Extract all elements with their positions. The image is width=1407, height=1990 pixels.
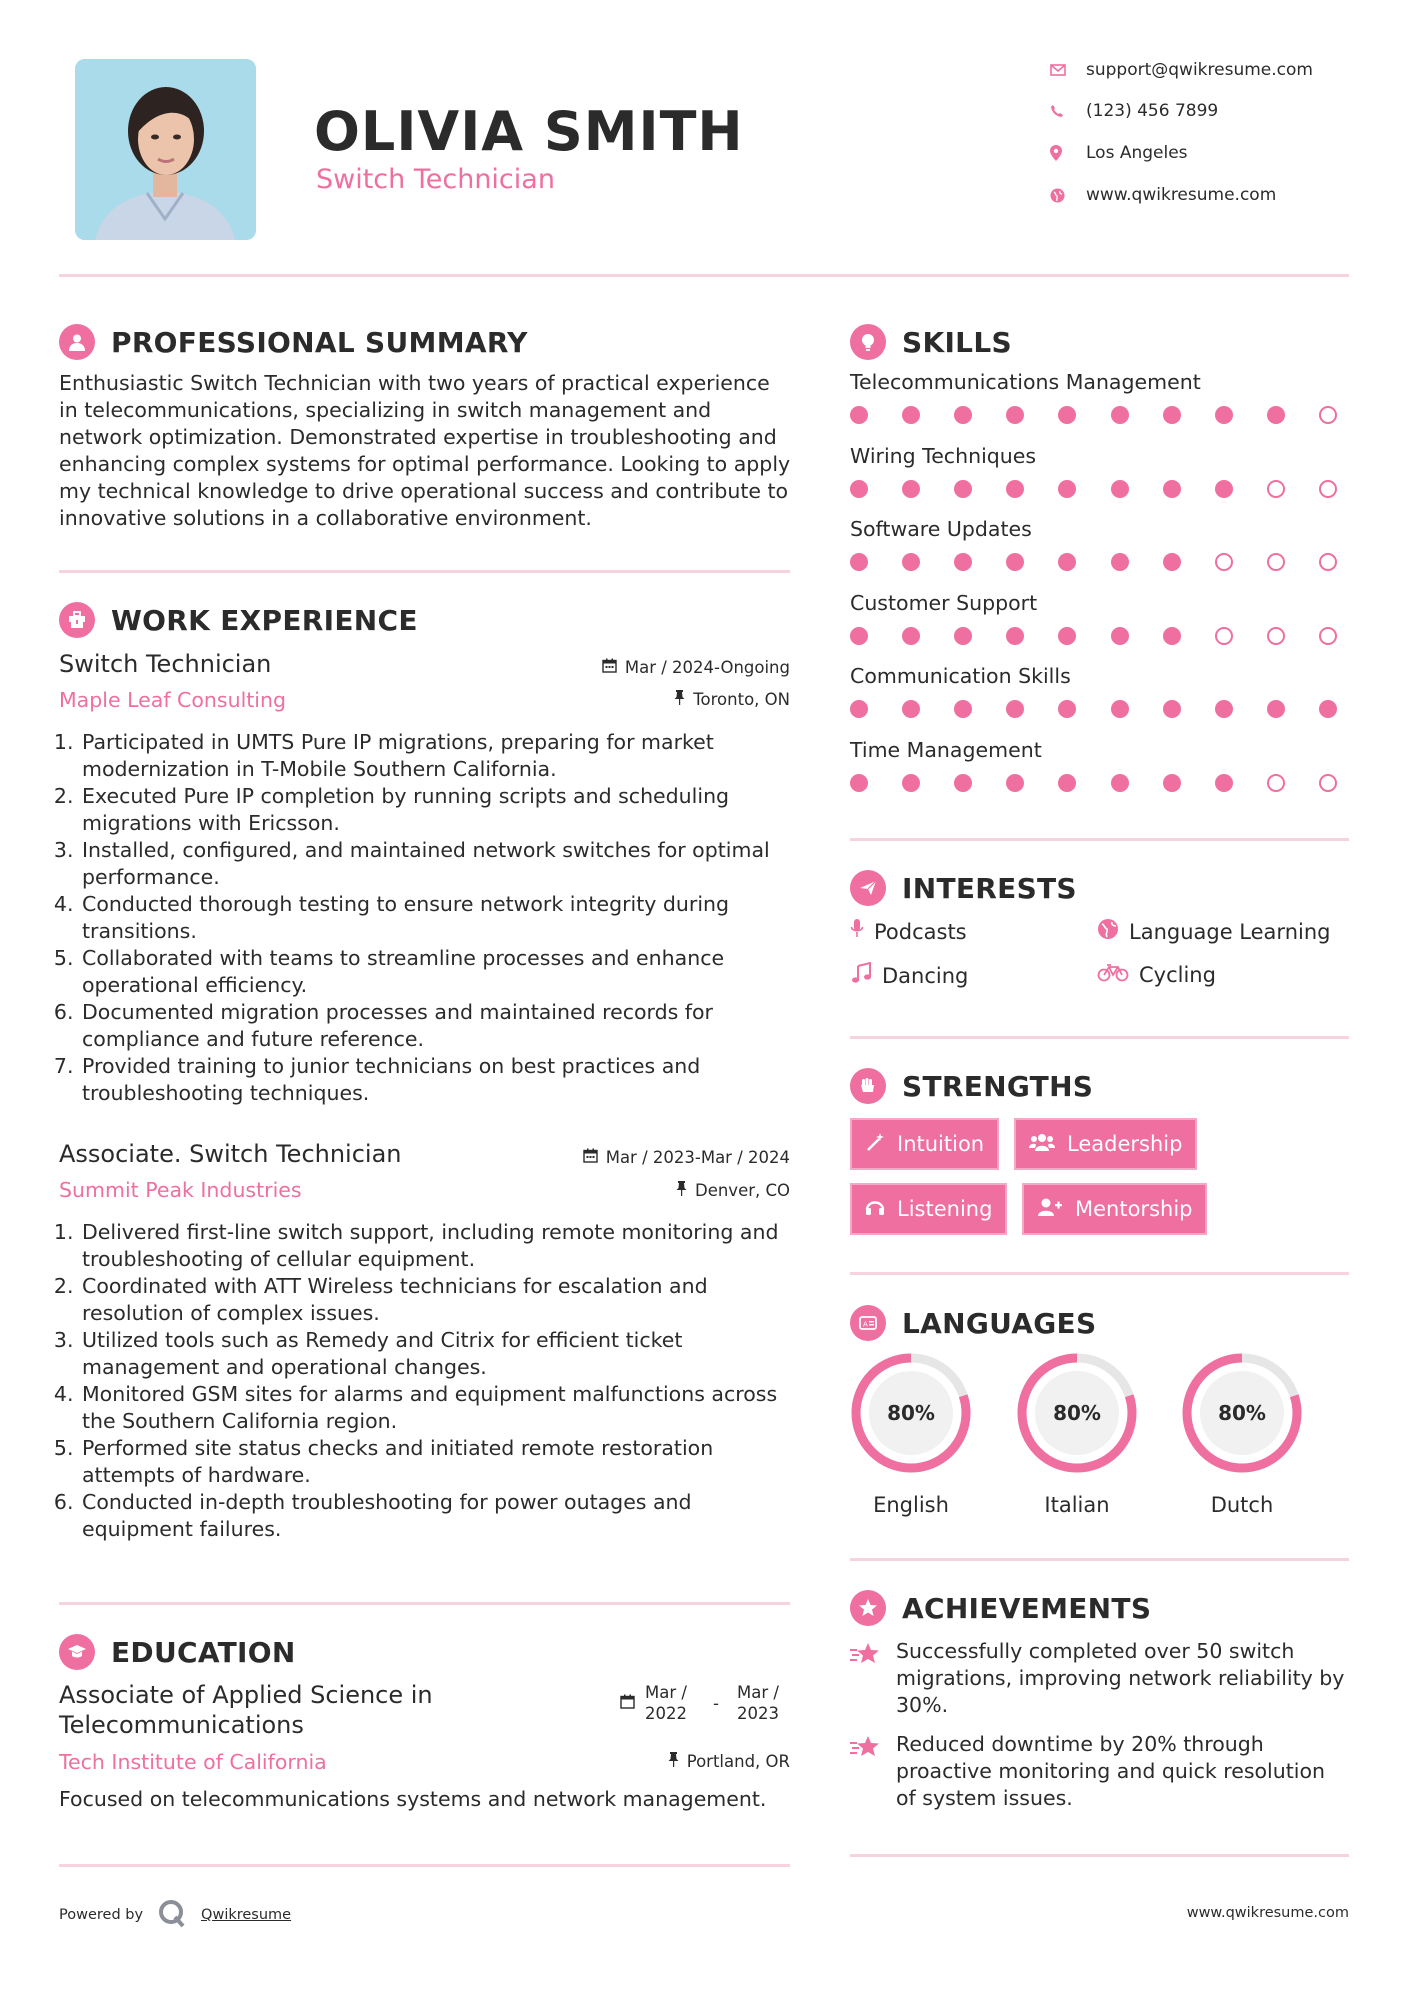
rating-dot-filled (1006, 627, 1024, 645)
magic-wand-icon (865, 1132, 885, 1157)
music-note-icon (850, 962, 872, 989)
list-item: 5. Collaborated with teams to streamline processes and enhance operational efficiency. (80, 945, 802, 999)
rating-dot-filled (1006, 774, 1024, 792)
language-ring (849, 1351, 973, 1475)
job-responsibilities (57, 729, 802, 1107)
rating-dot-filled (954, 774, 972, 792)
pushpin-icon (674, 690, 685, 709)
phone-icon (1050, 104, 1086, 118)
job-title: Associate. Switch Technician (59, 1140, 402, 1168)
rating-dot-filled (1267, 406, 1285, 424)
rating-dot-filled (1111, 774, 1129, 792)
rating-dot-filled (954, 553, 972, 571)
rating-dot-filled (902, 406, 920, 424)
fist-icon (850, 1068, 886, 1104)
rating-dot-filled (1215, 700, 1233, 718)
bicycle-icon (1097, 962, 1129, 987)
lightbulb-icon (850, 324, 886, 360)
user-plus-icon (1037, 1197, 1063, 1222)
list-item: 2. Executed Pure IP completion by running scripts and scheduling migrations with Ericsson. (80, 783, 802, 837)
user-icon (59, 324, 95, 360)
list-item: 1. Participated in UMTS Pure IP migrations, preparing for market modernization in T-Mobile Southern California. (80, 729, 802, 783)
paper-plane-icon (850, 870, 886, 906)
candidate-job-title: Switch Technician (316, 164, 555, 195)
rating-dot-filled (902, 627, 920, 645)
language-item (849, 1351, 973, 1517)
skill-name: Communication Skills (850, 664, 1071, 688)
qwikresume-logo-icon (157, 1898, 187, 1932)
strengths-heading: STRENGTHS (850, 1068, 1093, 1104)
contact-email[interactable] (1050, 58, 1313, 82)
rating-dot-filled (1006, 553, 1024, 571)
rating-dot-filled (1058, 774, 1076, 792)
language-percent: 80% (1035, 1371, 1119, 1455)
strengths-divider (850, 1272, 1349, 1275)
list-item: 3. Installed, configured, and maintained network switches for optimal performance. (80, 837, 802, 891)
rating-dot-empty (1215, 553, 1233, 571)
footer-website[interactable]: www.qwikresume.com (1186, 1905, 1349, 1921)
education-heading: EDUCATION (59, 1634, 296, 1670)
education-location: Portland, OR (520, 1752, 790, 1771)
rating-dot-filled (1111, 480, 1129, 498)
language-percent: 80% (869, 1371, 953, 1455)
list-item: 2. Coordinated with ATT Wireless technicians for escalation and resolution of complex issues. (80, 1273, 802, 1327)
graduation-icon (59, 1634, 95, 1670)
rating-dot-empty (1319, 553, 1337, 571)
achievements-heading: ACHIEVEMENTS (850, 1590, 1151, 1626)
languages-divider (850, 1558, 1349, 1561)
skill-item (850, 738, 1337, 812)
experience-divider (59, 1602, 790, 1605)
education-divider (59, 1864, 790, 1867)
skill-item (850, 370, 1337, 444)
rating-dot-filled (902, 774, 920, 792)
rating-dot-filled (1267, 700, 1285, 718)
job-location: Denver, CO (520, 1181, 790, 1200)
rating-dot-filled (1163, 406, 1181, 424)
contact-location (1050, 141, 1188, 165)
interest-item: Podcasts (850, 918, 967, 945)
education-date-end: Mar / 2023 (737, 1683, 779, 1723)
job-location: Toronto, ON (520, 690, 790, 709)
star-icon (850, 1638, 882, 1719)
rating-dot-filled (850, 406, 868, 424)
language-name: Italian (1044, 1493, 1110, 1517)
skill-name: Software Updates (850, 517, 1032, 541)
rating-dot-empty (1267, 553, 1285, 571)
rating-dot-filled (902, 700, 920, 718)
strength-chip: Mentorship (1022, 1183, 1207, 1235)
pushpin-icon (668, 1752, 679, 1771)
contact-location-text: Los Angeles (1086, 143, 1188, 163)
job-company: Maple Leaf Consulting (59, 688, 287, 712)
contact-phone-text: (123) 456 7899 (1086, 101, 1219, 121)
skill-name: Customer Support (850, 590, 1038, 615)
strength-chip: Leadership (1014, 1118, 1197, 1170)
skill-item (850, 591, 1337, 665)
rating-dot-filled (1006, 406, 1024, 424)
rating-dot-empty (1267, 774, 1285, 792)
rating-dot-filled (1215, 774, 1233, 792)
rating-dot-filled (850, 553, 868, 571)
rating-dot-filled (1111, 406, 1129, 424)
experience-heading: WORK EXPERIENCE (59, 602, 418, 638)
rating-dot-filled (954, 406, 972, 424)
interests-divider (850, 1036, 1349, 1039)
skill-rating (850, 553, 1337, 571)
rating-dot-filled (954, 627, 972, 645)
list-item: 5. Performed site status checks and initiated remote restoration attempts of hardware. (80, 1435, 802, 1489)
skill-item (850, 517, 1337, 591)
achievement-item: Successfully completed over 50 switch migrations, improving network reliability by 30%. (850, 1638, 1349, 1719)
rating-dot-filled (850, 700, 868, 718)
language-item (1015, 1351, 1139, 1517)
skill-rating (850, 627, 1337, 645)
footer-powered-by (59, 1898, 291, 1932)
job-title: Switch Technician (59, 650, 272, 678)
skill-name: Telecommunications Management (850, 370, 1201, 394)
skills-heading: SKILLS (850, 324, 1012, 360)
contact-phone[interactable] (1050, 99, 1218, 123)
interest-item: Dancing (850, 962, 968, 989)
rating-dot-filled (1163, 627, 1181, 645)
skill-name: Wiring Techniques (850, 443, 1037, 468)
globe-icon (1050, 188, 1086, 203)
calendar-icon (602, 658, 617, 677)
skills-divider (850, 838, 1349, 841)
job-dates: Mar / 2023-Mar / 2024 (520, 1148, 790, 1167)
rating-dot-filled (1058, 627, 1076, 645)
skill-item (850, 444, 1337, 518)
language-percent: 80% (1200, 1371, 1284, 1455)
job-dates: Mar / 2024-Ongoing (520, 658, 790, 677)
contact-website[interactable] (1050, 183, 1276, 207)
rating-dot-empty (1267, 627, 1285, 645)
rating-dot-filled (850, 774, 868, 792)
star-icon (850, 1731, 882, 1812)
calendar-icon (583, 1148, 598, 1167)
globe-icon (1097, 918, 1119, 945)
list-item: 6. Conducted in-depth troubleshooting for power outages and equipment failures. (80, 1489, 802, 1543)
interest-item: Language Learning (1097, 918, 1330, 945)
contact-email-text: support@qwikresume.com (1086, 60, 1313, 80)
achievement-item: Reduced downtime by 20% through proactive monitoring and quick resolution of system issues. (850, 1731, 1349, 1812)
summary-text: Enthusiastic Switch Technician with two years of practical experience in telecommunications, specializing in switch management and network optimization. Demonstrated expertise in troubleshooting and enhancing complex systems for optimal performance. Looking to apply my technical knowledge to drive operational success and contribute to innovative solutions in a collaborative environment. (59, 371, 791, 530)
list-item: 3. Utilized tools such as Remedy and Citrix for efficient ticket management and operational changes. (80, 1327, 802, 1381)
rating-dot-empty (1319, 627, 1337, 645)
rating-dot-filled (1215, 480, 1233, 498)
rating-dot-filled (1111, 627, 1129, 645)
rating-dot-empty (1319, 774, 1337, 792)
rating-dot-empty (1319, 480, 1337, 498)
list-item: 4. Monitored GSM sites for alarms and equipment malfunctions across the Southern California region. (80, 1381, 802, 1435)
job-responsibilities (57, 1219, 802, 1543)
education-description: Focused on telecommunications systems and network management. (59, 1787, 767, 1811)
microphone-icon (850, 918, 864, 945)
list-item: 4. Conducted thorough testing to ensure network integrity during transitions. (80, 891, 802, 945)
rating-dot-filled (1163, 480, 1181, 498)
interests-heading: INTERESTS (850, 870, 1077, 906)
interest-item: Cycling (1097, 962, 1216, 987)
language-item (1180, 1351, 1304, 1517)
job-company: Summit Peak Industries (59, 1178, 302, 1202)
calendar-icon (620, 1694, 635, 1713)
skill-rating (850, 480, 1337, 498)
rating-dot-filled (1058, 553, 1076, 571)
skill-rating (850, 406, 1337, 424)
rating-dot-filled (902, 553, 920, 571)
rating-dot-filled (1163, 774, 1181, 792)
summary-heading: PROFESSIONAL SUMMARY (59, 324, 528, 360)
rating-dot-filled (1006, 480, 1024, 498)
svg-text:A: A (863, 1320, 868, 1329)
rating-dot-filled (1111, 700, 1129, 718)
rating-dot-filled (954, 480, 972, 498)
star-badge-icon (850, 1590, 886, 1626)
rating-dot-empty (1319, 406, 1337, 424)
list-item: 1. Delivered first-line switch support, including remote monitoring and troubleshooting of cellular equipment. (80, 1219, 802, 1273)
strength-chip: Listening (850, 1183, 1007, 1235)
skill-item (850, 664, 1337, 738)
skill-name: Time Management (850, 737, 1042, 762)
rating-dot-filled (1058, 406, 1076, 424)
education-dates: Mar / 2022 - Mar / 2023 (620, 1682, 795, 1724)
rating-dot-filled (1319, 700, 1337, 718)
language-name: English (873, 1493, 949, 1517)
headphones-icon (865, 1197, 885, 1222)
language-ring (1015, 1351, 1139, 1475)
rating-dot-empty (1267, 480, 1285, 498)
strength-chip: Intuition (850, 1118, 999, 1170)
summary-divider (59, 570, 790, 573)
brand-link[interactable]: Qwikresume (201, 1907, 292, 1923)
rating-dot-filled (850, 480, 868, 498)
list-item: 7. Provided training to junior technicians on best practices and troubleshooting techniques. (80, 1053, 802, 1107)
skill-rating (850, 700, 1337, 718)
candidate-name: OLIVIA SMITH (314, 100, 744, 163)
rating-dot-filled (850, 627, 868, 645)
list-item: 6. Documented migration processes and maintained records for compliance and future reference. (80, 999, 802, 1053)
education-date-start: Mar / 2022 (645, 1683, 687, 1723)
education-degree: Associate of Applied Science in Telecommunications (59, 1681, 433, 1739)
envelope-icon (1050, 64, 1086, 76)
contact-website-text: www.qwikresume.com (1086, 185, 1277, 205)
rating-dot-filled (1006, 700, 1024, 718)
users-icon (1029, 1132, 1055, 1157)
rating-dot-filled (1215, 406, 1233, 424)
powered-by-text: Powered by (59, 1907, 144, 1923)
rating-dot-filled (1163, 553, 1181, 571)
pushpin-icon (676, 1181, 687, 1200)
briefcase-icon (59, 602, 95, 638)
profile-photo (75, 59, 256, 240)
rating-dot-filled (1111, 553, 1129, 571)
map-pin-icon (1050, 145, 1086, 161)
rating-dot-filled (1058, 480, 1076, 498)
rating-dot-filled (1163, 700, 1181, 718)
achievements-divider (850, 1854, 1349, 1857)
language-icon (850, 1305, 886, 1341)
skills-list (850, 370, 1337, 811)
header-divider (59, 274, 1349, 277)
languages-heading: A LANGUAGES (850, 1305, 1096, 1341)
rating-dot-filled (954, 700, 972, 718)
language-ring (1180, 1351, 1304, 1475)
education-school: Tech Institute of California (59, 1750, 327, 1774)
rating-dot-empty (1215, 627, 1233, 645)
language-name: Dutch (1210, 1493, 1274, 1517)
rating-dot-filled (902, 480, 920, 498)
skill-rating (850, 774, 1337, 792)
rating-dot-filled (1058, 700, 1076, 718)
